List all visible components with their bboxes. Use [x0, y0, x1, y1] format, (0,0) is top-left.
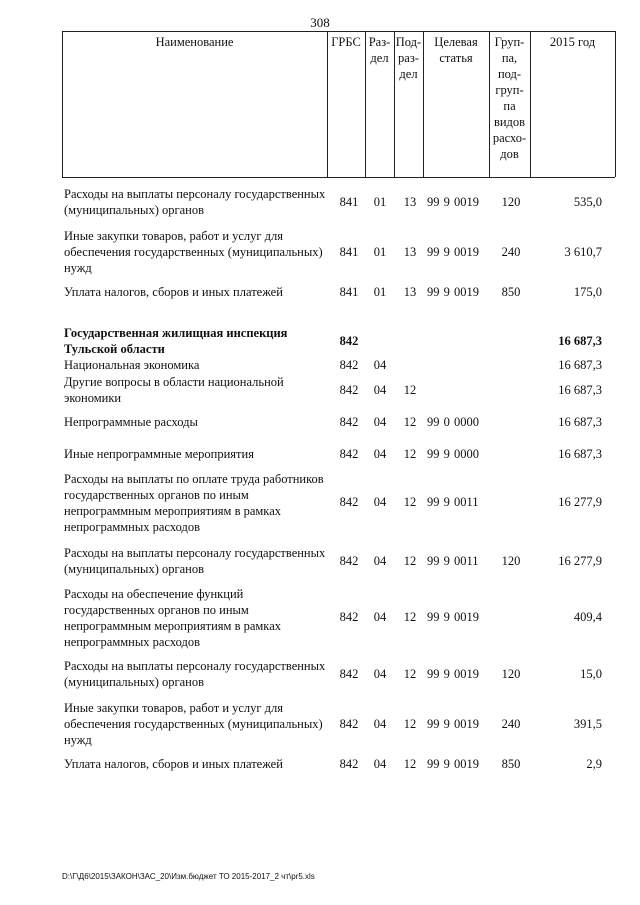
row-grbs: 842 — [339, 610, 359, 624]
row-name: Непрограммные расходы — [64, 415, 198, 429]
header-vid-line: видов — [493, 115, 526, 129]
row-grbs: 841 — [339, 195, 359, 209]
row-podrazdel: 12 — [403, 554, 417, 568]
row-vid: 240 — [501, 245, 521, 259]
header-grbs: ГРБС — [331, 35, 361, 49]
row-razdel: 04 — [373, 495, 387, 509]
row-name: Государственная жилищная инспекция Тульской области — [64, 326, 288, 356]
row-podrazdel: 13 — [403, 245, 417, 259]
row-podrazdel: 12 — [403, 667, 417, 681]
row-razdel: 04 — [373, 757, 387, 771]
row-razdel: 01 — [373, 285, 387, 299]
row-grbs: 842 — [339, 757, 359, 771]
header-target-line: статья — [439, 51, 473, 65]
row-amount: 16 687,3 — [558, 383, 602, 397]
row-target: 99 9 0011 — [427, 495, 479, 509]
row-amount: 409,4 — [573, 610, 602, 624]
header-vid-line: па — [503, 99, 516, 113]
row-target: 99 9 0011 — [427, 554, 479, 568]
row-amount: 16 687,3 — [558, 447, 602, 461]
row-target: 99 9 0019 — [427, 757, 479, 771]
row-target: 99 9 0019 — [427, 285, 479, 299]
header-vid-line: дов — [500, 147, 519, 161]
row-name: Иные закупки товаров, работ и услуг для обеспечения государственных (муниципальных) нужд — [64, 701, 323, 747]
col-divider-grbs — [327, 31, 328, 177]
row-target: 99 9 0019 — [427, 610, 479, 624]
row-podrazdel: 13 — [403, 285, 417, 299]
row-name: Национальная экономика — [64, 358, 200, 372]
row-vid: 850 — [501, 757, 521, 771]
row-razdel: 04 — [373, 610, 387, 624]
row-amount: 3 610,7 — [564, 245, 602, 259]
header-podrazdel — [394, 34, 423, 82]
header-podrazdel-line: дел — [399, 67, 418, 81]
header-vid-line: под- — [497, 67, 522, 81]
row-amount: 16 687,3 — [558, 415, 602, 429]
row-grbs: 842 — [339, 667, 359, 681]
row-grbs: 842 — [339, 334, 359, 348]
row-razdel: 04 — [373, 447, 387, 461]
row-razdel: 04 — [373, 717, 387, 731]
row-razdel: 04 — [373, 415, 387, 429]
row-vid: 120 — [501, 195, 521, 209]
header-razdel — [365, 34, 394, 66]
row-grbs: 842 — [339, 358, 359, 372]
file-path-footer: D:\Г\Д6\2015\ЗАКОН\ЗАС_20\Изм.бюджет ТО 2015-2017_2 чт\pr5.xls — [62, 872, 315, 881]
row-vid: 120 — [501, 554, 521, 568]
row-amount: 16 277,9 — [558, 495, 602, 509]
row-podrazdel: 12 — [403, 610, 417, 624]
row-name: Уплата налогов, сборов и иных платежей — [64, 757, 283, 771]
row-vid: 240 — [501, 717, 521, 731]
row-name: Расходы на выплаты персоналу государственных (муниципальных) органов — [64, 187, 326, 217]
table-right-border — [615, 31, 616, 177]
header-target-line: Целевая — [434, 35, 478, 49]
row-target: 99 9 0019 — [427, 717, 479, 731]
row-grbs: 842 — [339, 554, 359, 568]
header-bottom-border — [62, 177, 615, 178]
row-amount: 391,5 — [573, 717, 602, 731]
row-podrazdel: 12 — [403, 495, 417, 509]
page-number: 308 — [310, 15, 330, 30]
row-target: 99 9 0019 — [427, 245, 479, 259]
row-razdel: 04 — [373, 667, 387, 681]
row-podrazdel: 12 — [403, 447, 417, 461]
row-name: Расходы на выплаты по оплате труда работников государственных органов по иным непрограммным мероприятиям в рамках непрограммных расходов — [64, 472, 324, 534]
header-razdel-line: Раз- — [368, 35, 391, 49]
header-podrazdel-line: раз- — [398, 51, 419, 65]
header-vid-line: па, — [501, 51, 518, 65]
table-left-border — [62, 31, 63, 177]
col-divider-year — [530, 31, 531, 177]
row-amount: 15,0 — [580, 667, 602, 681]
row-vid: 120 — [501, 667, 521, 681]
row-target: 99 9 0019 — [427, 195, 479, 209]
row-razdel: 04 — [373, 383, 387, 397]
row-target: 99 9 0019 — [427, 667, 479, 681]
row-grbs: 842 — [339, 717, 359, 731]
row-razdel: 01 — [373, 245, 387, 259]
row-name: Уплата налогов, сборов и иных платежей — [64, 285, 283, 299]
header-vid-line: Груп- — [494, 35, 525, 49]
row-target: 99 9 0000 — [427, 447, 479, 461]
row-name: Расходы на выплаты персоналу государственных (муниципальных) органов — [64, 659, 326, 689]
row-amount: 16 687,3 — [558, 334, 602, 348]
row-vid: 850 — [501, 285, 521, 299]
header-name: Наименование — [155, 35, 234, 49]
row-name: Расходы на выплаты персоналу государственных (муниципальных) органов — [64, 546, 326, 576]
row-podrazdel: 12 — [403, 757, 417, 771]
row-name: Расходы на обеспечение функций государственных органов по иным непрограммным мероприятиям в рамках непрограммных расходов — [64, 587, 281, 649]
row-grbs: 842 — [339, 447, 359, 461]
row-target: 99 0 0000 — [427, 415, 479, 429]
row-grbs: 841 — [339, 285, 359, 299]
row-podrazdel: 12 — [403, 415, 417, 429]
row-name: Иные закупки товаров, работ и услуг для обеспечения государственных (муниципальных) нужд — [64, 229, 323, 275]
row-name: Другие вопросы в области национальной экономики — [64, 375, 284, 405]
row-grbs: 842 — [339, 383, 359, 397]
row-grbs: 841 — [339, 245, 359, 259]
header-vid-line: груп- — [495, 83, 524, 97]
header-podrazdel-line: Под- — [395, 35, 422, 49]
row-amount: 535,0 — [573, 195, 602, 209]
row-razdel: 01 — [373, 195, 387, 209]
row-podrazdel: 13 — [403, 195, 417, 209]
header-razdel-line: дел — [370, 51, 389, 65]
row-amount: 16 687,3 — [558, 358, 602, 372]
row-amount: 2,9 — [586, 757, 602, 771]
row-razdel: 04 — [373, 358, 387, 372]
row-amount: 175,0 — [573, 285, 602, 299]
header-year: 2015 год — [549, 35, 596, 49]
row-grbs: 842 — [339, 495, 359, 509]
row-razdel: 04 — [373, 554, 387, 568]
header-vid-line: расхо- — [492, 131, 527, 145]
row-podrazdel: 12 — [403, 717, 417, 731]
header-target — [423, 34, 489, 66]
header-vid — [489, 34, 530, 162]
row-grbs: 842 — [339, 415, 359, 429]
row-name: Иные непрограммные мероприятия — [64, 447, 254, 461]
table-top-border — [62, 31, 615, 32]
row-amount: 16 277,9 — [558, 554, 602, 568]
row-podrazdel: 12 — [403, 383, 417, 397]
